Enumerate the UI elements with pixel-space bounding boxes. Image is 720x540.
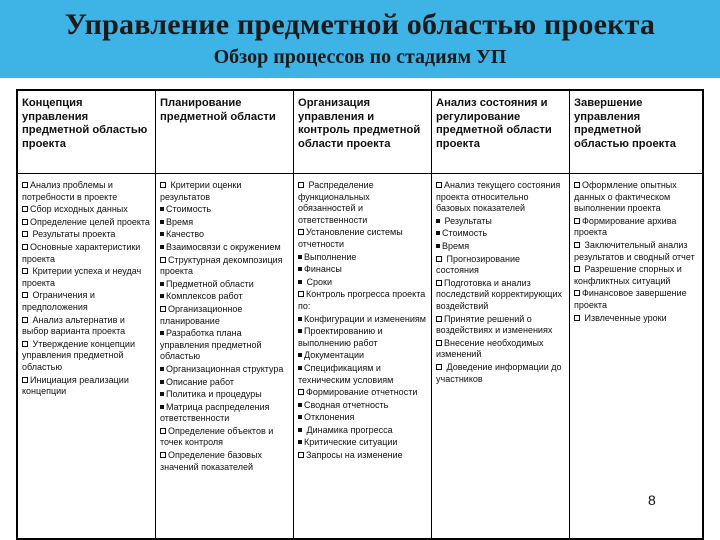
list-item-text: Спецификациям и техническим условиям xyxy=(298,362,394,385)
checkbox-bullet-icon xyxy=(574,315,580,321)
checkbox-bullet-icon xyxy=(436,316,442,322)
list-item-text: Описание работ xyxy=(166,376,235,387)
list-item-text: Проектированию и выполнению работ xyxy=(298,326,383,348)
column-items-organization xyxy=(294,174,432,538)
list-item-text: Анализ альтернатив и выбор варианта проекта xyxy=(22,314,126,337)
list-item-text: Доведение информации до участников xyxy=(436,361,562,384)
checkbox-bullet-icon xyxy=(436,280,442,286)
list-item xyxy=(298,326,427,349)
list-item xyxy=(22,339,151,374)
list-item-text: Внесение необходимых изменений xyxy=(436,337,544,360)
list-item-text: Подготовка и анализ последствий корректирующих воздействий xyxy=(436,277,562,311)
list-item-text: Установление системы отчетности xyxy=(298,227,403,249)
checkbox-bullet-icon xyxy=(298,229,304,235)
list-item-text: Время xyxy=(442,240,470,251)
dot-bullet-icon xyxy=(160,380,164,384)
list-item-text: Результаты xyxy=(442,215,492,226)
list-item xyxy=(436,216,565,228)
list-item-text: Взаимосвязи с окружением xyxy=(166,241,281,252)
list-item xyxy=(436,180,565,215)
list-item xyxy=(160,304,289,327)
dot-bullet-icon xyxy=(160,392,164,396)
checkbox-bullet-icon xyxy=(160,452,166,458)
list-item xyxy=(160,242,289,254)
list-item xyxy=(574,264,698,287)
list-item xyxy=(574,313,698,325)
list-item-text: Конфигурации и изменениям xyxy=(304,313,426,324)
table-body-row xyxy=(18,174,702,538)
dot-bullet-icon xyxy=(298,329,302,333)
dot-bullet-icon xyxy=(436,231,440,235)
checkbox-bullet-icon xyxy=(22,377,28,383)
list-item xyxy=(160,328,289,363)
list-item-text: Результаты проекта xyxy=(30,229,116,240)
list-item-text: Определение целей проекта xyxy=(30,216,150,227)
list-item-text: Документации xyxy=(304,350,365,361)
list-item xyxy=(22,266,151,289)
list-item-text: Динамика прогресса xyxy=(304,424,393,435)
list-item xyxy=(22,315,151,338)
list-item xyxy=(22,204,151,216)
list-item-text: Инициация реализации концепции xyxy=(22,374,129,397)
checkbox-bullet-icon xyxy=(298,452,304,458)
list-item-text: Комплексов работ xyxy=(166,291,243,302)
checkbox-bullet-icon xyxy=(574,182,580,188)
list-item-text: Принятие решений о воздействиях и изменениях xyxy=(436,313,553,336)
list-item xyxy=(160,180,289,203)
list-item xyxy=(22,290,151,313)
dot-bullet-icon xyxy=(160,367,164,371)
dot-bullet-icon xyxy=(160,207,164,211)
list-item xyxy=(298,437,427,449)
list-item xyxy=(436,314,565,337)
checkbox-bullet-icon xyxy=(22,341,28,347)
list-item xyxy=(22,180,151,203)
list-item xyxy=(22,217,151,229)
checkbox-bullet-icon xyxy=(436,182,442,188)
title-banner xyxy=(0,0,720,78)
column-header-completion: Завершение управления предметной областью проекта xyxy=(574,97,676,150)
dot-bullet-icon xyxy=(160,245,164,249)
list-item-text: Разрешение спорных и конфликтных ситуаций xyxy=(574,264,682,286)
dot-bullet-icon xyxy=(160,282,164,286)
list-item-text: Прогнозирование состояния xyxy=(436,253,520,276)
list-item-text: Отклонения xyxy=(304,412,355,423)
dot-bullet-icon xyxy=(298,366,302,370)
list-item xyxy=(574,216,698,239)
dot-bullet-icon xyxy=(298,267,302,271)
list-item-text: Основные характеристики проекта xyxy=(22,241,141,264)
list-item xyxy=(436,278,565,313)
checkbox-bullet-icon xyxy=(22,244,28,250)
checkbox-bullet-icon xyxy=(298,389,304,395)
list-item xyxy=(298,289,427,312)
list-item-text: Критические ситуации xyxy=(304,437,398,448)
checkbox-bullet-icon xyxy=(22,292,28,298)
checkbox-bullet-icon xyxy=(298,182,304,188)
checkbox-bullet-icon xyxy=(574,242,580,248)
list-item-text: Анализ проблемы и потребности в проекте xyxy=(22,180,118,202)
dot-bullet-icon xyxy=(298,353,302,357)
checkbox-bullet-icon xyxy=(22,268,28,274)
list-item xyxy=(298,227,427,250)
dot-bullet-icon xyxy=(160,405,164,409)
checkbox-bullet-icon xyxy=(436,256,442,262)
list-item-text: Выполнение xyxy=(304,251,357,262)
list-item xyxy=(436,362,565,385)
list-item xyxy=(436,254,565,277)
list-item xyxy=(160,389,289,401)
list-item-text: Матрица распределения ответственности xyxy=(160,401,270,424)
list-item-text: Сбор исходных данных xyxy=(30,204,128,215)
list-item xyxy=(160,450,289,473)
list-item xyxy=(160,291,289,303)
dot-bullet-icon xyxy=(298,440,302,444)
list-item-text: Время xyxy=(166,216,194,227)
list-item xyxy=(574,180,698,215)
column-header-concept: Концепция управления предметной областью проекта xyxy=(18,91,156,173)
list-item xyxy=(298,450,427,462)
column-header-planning: Планирование предметной области xyxy=(156,91,294,173)
list-item-text: Утверждение концепции управления предметной областью xyxy=(22,338,135,372)
list-item-text: Организационное планирование xyxy=(160,303,243,326)
list-item xyxy=(160,402,289,425)
list-item-text: Сводная отчетность xyxy=(304,399,389,410)
table-header-row xyxy=(18,91,702,174)
checkbox-bullet-icon xyxy=(574,290,580,296)
checkbox-bullet-icon xyxy=(22,206,28,212)
list-item xyxy=(22,242,151,265)
dot-bullet-icon xyxy=(298,415,302,419)
list-item-text: Стоимость xyxy=(166,204,212,215)
dot-bullet-icon xyxy=(160,331,164,335)
list-item xyxy=(160,377,289,389)
list-item-text: Разработка плана управления предметной областью xyxy=(160,328,262,362)
process-table xyxy=(16,89,704,540)
list-item xyxy=(298,252,427,264)
list-item-text: Финансы xyxy=(304,264,342,275)
list-item-text: Определение базовых значений показателей xyxy=(160,450,263,472)
list-item-text: Запросы на изменение xyxy=(306,450,403,461)
list-item xyxy=(298,277,427,289)
dot-bullet-icon xyxy=(160,294,164,298)
list-item-text: Стоимость xyxy=(442,228,488,239)
list-item-text: Финансовое завершение проекта xyxy=(574,288,687,310)
list-item-text: Критерии успеха и неудач проекта xyxy=(22,266,142,288)
checkbox-bullet-icon xyxy=(22,182,28,188)
list-item xyxy=(436,338,565,361)
dot-bullet-icon xyxy=(298,317,302,321)
list-item xyxy=(22,375,151,398)
list-item-text: Качество xyxy=(166,229,205,240)
checkbox-bullet-icon xyxy=(160,182,166,188)
list-item xyxy=(160,229,289,241)
dot-bullet-icon xyxy=(436,219,440,223)
list-item xyxy=(160,204,289,216)
dot-bullet-icon xyxy=(298,403,302,407)
list-item xyxy=(298,387,427,399)
column-items-analysis xyxy=(432,174,570,538)
checkbox-bullet-icon xyxy=(160,428,166,434)
list-item xyxy=(160,426,289,449)
checkbox-bullet-icon xyxy=(436,340,442,346)
list-item xyxy=(160,279,289,291)
page-number: 8 xyxy=(648,492,656,508)
list-item xyxy=(22,229,151,241)
list-item xyxy=(298,180,427,226)
list-item xyxy=(298,350,427,362)
list-item-text: Ограничения и предположения xyxy=(22,290,95,312)
dot-bullet-icon xyxy=(160,232,164,236)
list-item-text: Организационная структура xyxy=(166,363,284,374)
list-item-text: Критерии оценки результатов xyxy=(160,180,242,202)
list-item-text: Контроль прогресса проекта по: xyxy=(298,289,426,311)
list-item-text: Формирование архива проекта xyxy=(574,215,677,238)
checkbox-bullet-icon xyxy=(22,219,28,225)
list-item-text: Заключительный анализ результатов и сводный отчет xyxy=(574,239,695,262)
checkbox-bullet-icon xyxy=(298,291,304,297)
checkbox-bullet-icon xyxy=(22,317,28,323)
list-item xyxy=(436,228,565,240)
list-item xyxy=(436,241,565,253)
list-item xyxy=(574,288,698,311)
checkbox-bullet-icon xyxy=(160,306,166,312)
list-item-text: Распределение функциональных обязанностей и ответственности xyxy=(298,180,374,225)
list-item-text: Политика и процедуры xyxy=(166,389,262,400)
list-item-text: Определение объектов и точек контроля xyxy=(160,425,274,448)
list-item xyxy=(574,240,698,263)
column-items-concept xyxy=(18,174,156,538)
dot-bullet-icon xyxy=(298,255,302,259)
list-item xyxy=(298,400,427,412)
checkbox-bullet-icon xyxy=(574,218,580,224)
column-items-completion xyxy=(570,174,702,538)
dot-bullet-icon xyxy=(436,244,440,248)
checkbox-bullet-icon xyxy=(574,266,580,272)
dot-bullet-icon xyxy=(298,428,302,432)
list-item xyxy=(160,364,289,376)
list-item xyxy=(160,217,289,229)
dot-bullet-icon xyxy=(298,280,302,284)
list-item-text: Анализ текущего состояния проекта относительно базовых показателей xyxy=(436,180,561,214)
column-header-organization: Организация управления и контроль предметной области проекта xyxy=(294,91,432,173)
list-item xyxy=(298,314,427,326)
list-item xyxy=(298,264,427,276)
dot-bullet-icon xyxy=(160,220,164,224)
list-item-text: Предметной области xyxy=(166,278,254,289)
list-item xyxy=(298,412,427,424)
column-items-planning xyxy=(156,174,294,538)
column-header-analysis: Анализ состояния и регулирование предметной области проекта xyxy=(432,91,570,173)
list-item-text: Сроки xyxy=(304,276,332,287)
list-item-text: Формирование отчетности xyxy=(306,387,418,398)
slide-title: Управление предметной областью проекта xyxy=(64,8,656,41)
checkbox-bullet-icon xyxy=(436,364,442,370)
list-item xyxy=(298,363,427,386)
checkbox-bullet-icon xyxy=(22,231,28,237)
list-item-text: Структурная декомпозиция проекта xyxy=(160,254,283,277)
list-item xyxy=(160,255,289,278)
list-item-text: Оформление опытных данных о фактическом выполнении проекта xyxy=(574,180,677,214)
list-item-text: Извлеченные уроки xyxy=(582,312,667,323)
slide-subtitle: Обзор процессов по стадиям УП xyxy=(213,46,507,68)
list-item xyxy=(298,425,427,437)
checkbox-bullet-icon xyxy=(160,257,166,263)
